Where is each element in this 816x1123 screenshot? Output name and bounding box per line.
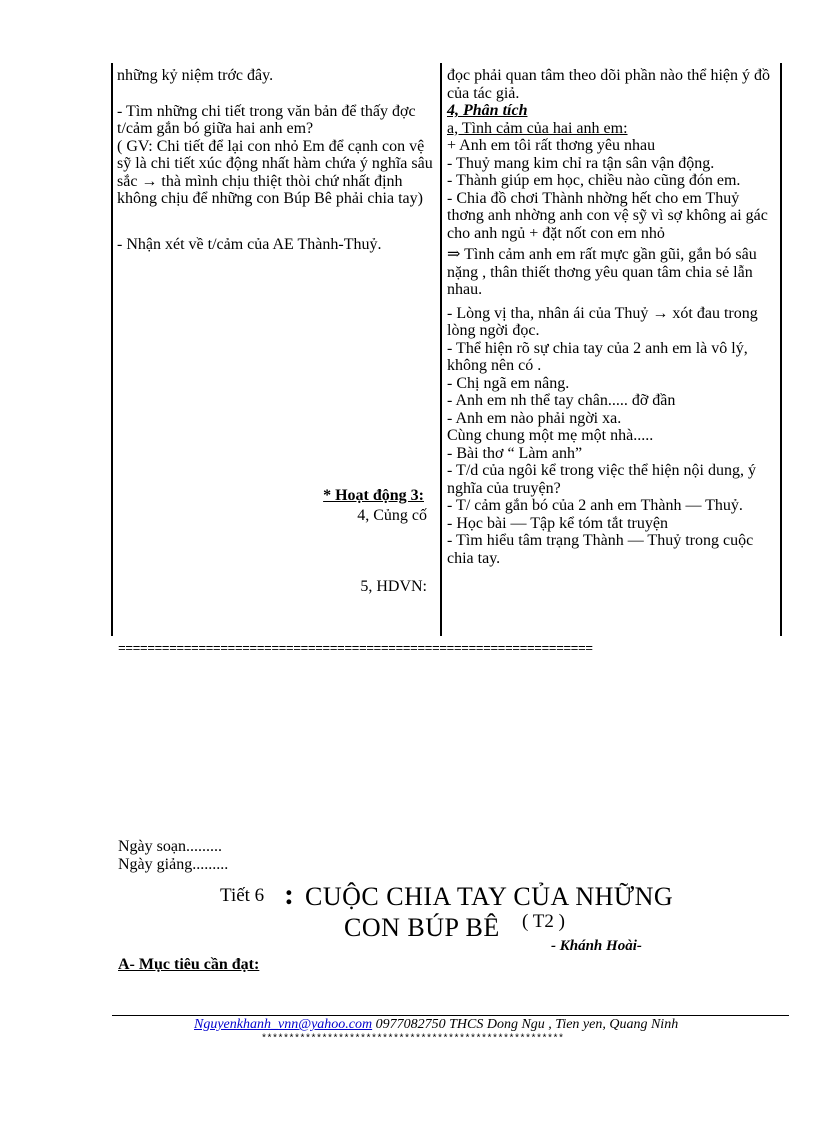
right-text-17: - T/ cảm gắn bó của 2 anh em Thành — Thuỷ. — [447, 497, 743, 514]
hoat-dong-3-heading: * Hoạt động 3: — [323, 487, 424, 504]
section-a-heading: A- Mục tiêu cần đạt: — [118, 956, 260, 973]
right-text-15: - Bài thơ “ Làm anh” — [447, 444, 583, 462]
right-text-11: - Chị ngã em nâng. — [447, 374, 570, 392]
right-text-19: - Tìm hiểu tâm trạng Thành — Thuỷ trong cuộc chia tay. — [447, 532, 754, 567]
title-colon: : — [284, 878, 294, 911]
hdvn-label: 5, HDVN: — [360, 578, 427, 595]
footer-email-link[interactable]: Nguyenkhanh_vnn@yahoo.com — [194, 1017, 373, 1032]
right-text-12: - Anh em nh thể tay chân..... đỡ đần — [447, 392, 676, 409]
lesson-number: Tiết 6 — [220, 885, 265, 906]
right-text-18: - Học bài — Tập kể tóm tắt truyện — [447, 514, 668, 532]
right-text-1: đọc phải quan tâm theo dõi phần nào thể hiện ý đồ của tác giả. — [447, 67, 771, 102]
lesson-part: ( T2 ) — [522, 911, 565, 932]
right-column — [447, 67, 777, 567]
lesson-title-line-1: CUỘC CHIA TAY CỦA NHỮNG — [305, 882, 674, 911]
table-middle-border — [440, 63, 442, 636]
footer-rule — [112, 1015, 789, 1016]
ngay-soan: Ngày soạn......... — [118, 838, 222, 855]
right-text-6: - Thành giúp em học, chiều nào cũng đón em. — [447, 172, 741, 189]
right-text-8: ⇒ Tình cảm anh em rất mực gần gũi, gắn bó sâu nặng , thân thiết thơng yêu quan tâm chia sẻ lẫn nhau. — [447, 246, 757, 298]
phan-tich-heading: 4, Phân tích — [447, 102, 528, 119]
cung-co-label: 4, Củng cố — [357, 507, 427, 524]
footer-text — [194, 1017, 678, 1033]
right-text-9: - Lòng vị tha, nhân ái của Thuỷ → xót đau trong lòng ngời đọc. — [447, 304, 758, 339]
left-text-1: những kỷ niệm trớc đây. — [117, 67, 274, 84]
left-text-2: - Tìm những chi tiết trong văn bản để thấy đợc t/cảm gắn bó giữa hai anh em? — [117, 102, 416, 137]
right-text-3: a, Tình cảm của hai anh em: — [447, 119, 628, 137]
left-text-3: ( GV: Chi tiết để lại con nhỏ Em để cạnh con vệ sỹ là chi tiết xúc động nhất hàm chứa ý nghĩa sâu sắc → thà mình chịu thiệt thòi chứ nhất định không chịu để những con Búp Bê phải chia tay) — [117, 137, 433, 207]
right-text-14: Cùng chung một mẹ một nhà..... — [447, 427, 654, 444]
right-text-5: - Thuỷ mang kim chỉ ra tận sân vận động. — [447, 154, 715, 172]
right-text-16: - T/d của ngôi kể trong việc thể hiện nội dung, ý nghĩa của truyện? — [447, 462, 756, 497]
ngay-giang: Ngày giảng......... — [118, 856, 229, 873]
footer-stars: ******************************************************* — [261, 1034, 564, 1045]
right-text-10: - Thể hiện rõ sự chia tay của 2 anh em là vô lý, không nên có . — [447, 339, 748, 374]
separator-line: ================================================================= — [118, 641, 593, 656]
right-text-4: + Anh em tôi rất thơng yêu nhau — [447, 137, 656, 154]
right-text-7: - Chia đồ chơi Thành nhờng hết cho em Thuỷ thơng anh nhờng anh con vệ sỹ vì sợ không ai gác cho anh ngủ + đặt nốt con em nhỏ — [447, 189, 768, 242]
left-column — [117, 67, 435, 253]
lesson-title-line-2: CON BÚP BÊ — [344, 913, 500, 942]
table-right-border — [780, 63, 782, 636]
author: - Khánh Hoài- — [551, 938, 642, 954]
table-left-border — [111, 63, 113, 636]
footer-info: 0977082750 THCS Dong Ngu , Tien yen, Quang Ninh — [372, 1017, 679, 1032]
right-text-13: - Anh em nào phải ngời xa. — [447, 409, 622, 427]
left-text-4: - Nhận xét về t/cảm của AE Thành-Thuỷ. — [117, 235, 382, 253]
